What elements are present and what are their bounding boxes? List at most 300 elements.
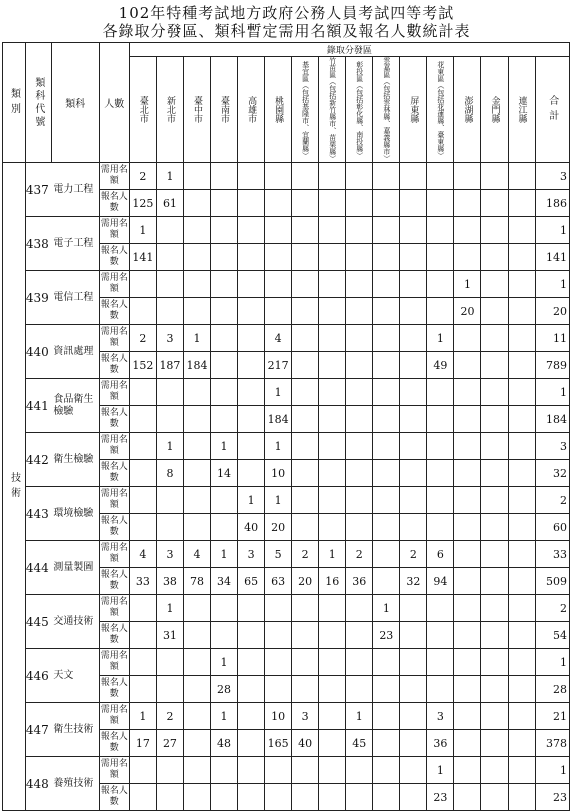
apply-cell — [183, 784, 210, 811]
need-cell — [319, 703, 346, 730]
need-cell: 1 — [156, 595, 183, 622]
apply-cell — [481, 730, 508, 757]
need-total: 1 — [535, 271, 569, 298]
table-row — [3, 649, 570, 676]
apply-cell — [373, 460, 400, 487]
apply-cell: 184 — [183, 352, 210, 379]
apply-cell — [400, 784, 427, 811]
need-cell: 5 — [265, 541, 292, 568]
apply-label: 報名人數 — [99, 190, 129, 217]
subject-code: 447 — [25, 703, 51, 757]
apply-cell: 165 — [265, 730, 292, 757]
subject-name: 天文 — [51, 649, 99, 703]
apply-cell — [454, 784, 481, 811]
need-total: 21 — [535, 703, 569, 730]
apply-cell — [156, 676, 183, 703]
need-cell — [373, 271, 400, 298]
apply-cell — [238, 622, 265, 649]
apply-cell — [400, 460, 427, 487]
need-cell — [211, 217, 238, 244]
need-cell — [346, 757, 373, 784]
apply-cell — [508, 514, 535, 541]
apply-cell: 10 — [265, 460, 292, 487]
apply-cell — [508, 676, 535, 703]
apply-cell — [156, 784, 183, 811]
header-region: 金門縣 — [481, 57, 508, 163]
apply-cell — [481, 190, 508, 217]
need-label: 需用名額 — [99, 703, 129, 730]
need-cell — [373, 757, 400, 784]
need-cell — [427, 433, 454, 460]
apply-cell — [508, 730, 535, 757]
header-total: 合計 — [535, 57, 569, 163]
apply-cell: 36 — [346, 568, 373, 595]
apply-cell — [508, 622, 535, 649]
need-cell — [346, 163, 373, 190]
table-row — [3, 757, 570, 784]
subject-code: 441 — [25, 379, 51, 433]
apply-cell — [373, 406, 400, 433]
apply-cell — [454, 460, 481, 487]
apply-cell — [292, 784, 319, 811]
need-total: 1 — [535, 757, 569, 784]
apply-cell — [319, 190, 346, 217]
need-cell — [400, 487, 427, 514]
need-cell: 1 — [211, 433, 238, 460]
need-cell — [427, 487, 454, 514]
apply-cell: 45 — [346, 730, 373, 757]
apply-cell — [319, 730, 346, 757]
need-total: 1 — [535, 379, 569, 406]
apply-total: 186 — [535, 190, 569, 217]
need-cell — [265, 163, 292, 190]
apply-cell — [454, 622, 481, 649]
need-cell — [373, 217, 400, 244]
need-cell: 2 — [156, 703, 183, 730]
apply-label: 報名人數 — [99, 676, 129, 703]
need-cell: 6 — [427, 541, 454, 568]
header-region: 花東區（包括花蓮縣、臺東縣） — [427, 57, 454, 163]
need-cell — [183, 217, 210, 244]
subject-name: 交通技術 — [51, 595, 99, 649]
apply-cell — [373, 514, 400, 541]
apply-cell — [156, 298, 183, 325]
apply-cell — [156, 514, 183, 541]
apply-cell: 23 — [373, 622, 400, 649]
need-cell — [292, 379, 319, 406]
apply-cell — [265, 622, 292, 649]
need-cell: 1 — [427, 325, 454, 352]
need-total: 33 — [535, 541, 569, 568]
need-cell — [292, 649, 319, 676]
apply-cell: 38 — [156, 568, 183, 595]
apply-total: 23 — [535, 784, 569, 811]
header-subject: 類科 — [51, 43, 99, 163]
need-cell — [400, 271, 427, 298]
need-cell: 1 — [129, 217, 156, 244]
subject-code: 440 — [25, 325, 51, 379]
need-cell — [319, 217, 346, 244]
apply-cell — [481, 622, 508, 649]
need-cell — [129, 595, 156, 622]
apply-cell — [346, 352, 373, 379]
apply-cell — [292, 622, 319, 649]
apply-cell — [400, 730, 427, 757]
apply-cell — [400, 298, 427, 325]
apply-cell: 16 — [319, 568, 346, 595]
apply-cell — [508, 244, 535, 271]
need-cell — [481, 325, 508, 352]
need-cell — [211, 379, 238, 406]
need-cell: 2 — [129, 325, 156, 352]
table-row — [3, 487, 570, 514]
need-cell — [129, 271, 156, 298]
apply-cell — [319, 352, 346, 379]
category-cell: 技術 — [3, 163, 26, 811]
need-cell — [481, 163, 508, 190]
header-region: 澎湖縣 — [454, 57, 481, 163]
table-row — [3, 217, 570, 244]
apply-cell — [373, 730, 400, 757]
need-cell — [292, 163, 319, 190]
apply-total: 32 — [535, 460, 569, 487]
apply-cell — [481, 298, 508, 325]
apply-cell — [292, 406, 319, 433]
apply-cell — [129, 784, 156, 811]
need-cell — [481, 217, 508, 244]
apply-cell: 94 — [427, 568, 454, 595]
need-cell — [454, 649, 481, 676]
apply-cell — [183, 676, 210, 703]
apply-cell — [346, 406, 373, 433]
need-cell: 1 — [454, 271, 481, 298]
need-cell — [265, 757, 292, 784]
need-cell — [319, 487, 346, 514]
apply-total: 54 — [535, 622, 569, 649]
subject-name: 衛生檢驗 — [51, 433, 99, 487]
need-cell — [292, 757, 319, 784]
apply-cell: 63 — [265, 568, 292, 595]
need-cell: 1 — [129, 703, 156, 730]
apply-cell — [183, 244, 210, 271]
apply-cell — [373, 568, 400, 595]
apply-cell — [427, 406, 454, 433]
page-title-line1: 102年特種考試地方政府公務人員考試四等考試 — [118, 4, 455, 22]
apply-cell: 31 — [156, 622, 183, 649]
need-cell — [156, 487, 183, 514]
need-cell — [508, 703, 535, 730]
need-cell — [183, 649, 210, 676]
apply-cell — [238, 784, 265, 811]
need-label: 需用名額 — [99, 595, 129, 622]
need-cell — [346, 217, 373, 244]
need-cell — [508, 325, 535, 352]
apply-cell — [238, 406, 265, 433]
need-cell — [156, 757, 183, 784]
apply-cell — [454, 676, 481, 703]
apply-cell — [129, 622, 156, 649]
need-cell: 1 — [211, 649, 238, 676]
apply-cell — [454, 244, 481, 271]
need-cell — [346, 487, 373, 514]
need-label: 需用名額 — [99, 271, 129, 298]
apply-cell — [400, 406, 427, 433]
apply-cell — [265, 676, 292, 703]
need-cell: 1 — [156, 163, 183, 190]
need-cell: 2 — [400, 541, 427, 568]
apply-cell — [400, 622, 427, 649]
header-region: 雲嘉區（包括雲林縣、嘉義縣市） — [373, 57, 400, 163]
need-cell — [454, 487, 481, 514]
need-cell — [373, 325, 400, 352]
need-cell: 1 — [211, 541, 238, 568]
need-cell: 2 — [129, 163, 156, 190]
subject-code: 448 — [25, 757, 51, 811]
apply-cell — [454, 514, 481, 541]
apply-cell — [400, 190, 427, 217]
apply-cell — [508, 352, 535, 379]
need-label: 需用名額 — [99, 487, 129, 514]
need-cell — [481, 271, 508, 298]
subject-name: 電力工程 — [51, 163, 99, 217]
need-cell — [156, 379, 183, 406]
apply-cell: 33 — [129, 568, 156, 595]
need-cell: 1 — [211, 703, 238, 730]
need-cell — [508, 217, 535, 244]
need-cell — [481, 595, 508, 622]
header-region: 臺北市 — [129, 57, 156, 163]
need-cell — [156, 649, 183, 676]
need-cell — [319, 595, 346, 622]
subject-code: 446 — [25, 649, 51, 703]
need-cell — [400, 649, 427, 676]
apply-cell — [373, 784, 400, 811]
need-cell — [346, 595, 373, 622]
header-region: 新北市 — [156, 57, 183, 163]
need-cell: 3 — [156, 325, 183, 352]
apply-cell — [454, 568, 481, 595]
subject-code: 439 — [25, 271, 51, 325]
need-cell: 2 — [346, 541, 373, 568]
need-cell — [238, 271, 265, 298]
apply-cell — [400, 676, 427, 703]
need-cell — [481, 649, 508, 676]
table-row — [3, 271, 570, 298]
need-cell — [454, 433, 481, 460]
apply-cell — [238, 244, 265, 271]
need-cell — [400, 379, 427, 406]
apply-cell — [183, 298, 210, 325]
apply-cell — [129, 298, 156, 325]
need-cell: 4 — [129, 541, 156, 568]
need-cell — [238, 379, 265, 406]
header-region: 臺中市 — [183, 57, 210, 163]
apply-cell — [265, 190, 292, 217]
need-cell — [508, 379, 535, 406]
apply-cell — [481, 406, 508, 433]
need-cell: 1 — [265, 379, 292, 406]
apply-cell: 141 — [129, 244, 156, 271]
apply-cell — [346, 676, 373, 703]
apply-cell — [373, 352, 400, 379]
need-label: 需用名額 — [99, 541, 129, 568]
need-cell: 4 — [265, 325, 292, 352]
need-total: 3 — [535, 433, 569, 460]
subject-code: 437 — [25, 163, 51, 217]
apply-cell — [319, 244, 346, 271]
need-cell — [265, 595, 292, 622]
apply-cell — [183, 622, 210, 649]
apply-cell — [183, 730, 210, 757]
apply-label: 報名人數 — [99, 568, 129, 595]
apply-cell — [319, 460, 346, 487]
header-region: 基宜區（包括基隆市、宜蘭縣） — [292, 57, 319, 163]
need-cell — [211, 757, 238, 784]
apply-cell — [454, 730, 481, 757]
subject-code: 443 — [25, 487, 51, 541]
need-cell: 1 — [265, 433, 292, 460]
apply-cell — [129, 514, 156, 541]
need-cell — [346, 271, 373, 298]
apply-cell — [481, 514, 508, 541]
need-cell — [454, 379, 481, 406]
apply-cell — [481, 568, 508, 595]
apply-cell: 14 — [211, 460, 238, 487]
need-cell — [238, 649, 265, 676]
apply-cell — [427, 460, 454, 487]
apply-cell — [211, 784, 238, 811]
need-cell — [319, 325, 346, 352]
need-cell — [454, 595, 481, 622]
need-cell: 1 — [238, 487, 265, 514]
apply-cell — [319, 676, 346, 703]
apply-cell — [238, 352, 265, 379]
need-cell — [292, 433, 319, 460]
apply-cell — [373, 676, 400, 703]
subject-name: 環境檢驗 — [51, 487, 99, 541]
need-cell — [238, 163, 265, 190]
apply-cell — [183, 190, 210, 217]
apply-cell: 17 — [129, 730, 156, 757]
apply-cell — [211, 406, 238, 433]
need-total: 1 — [535, 217, 569, 244]
statistics-table — [2, 42, 570, 811]
apply-label: 報名人數 — [99, 784, 129, 811]
apply-cell — [319, 514, 346, 541]
need-cell — [129, 757, 156, 784]
need-cell — [238, 217, 265, 244]
need-cell: 2 — [292, 541, 319, 568]
need-cell — [129, 379, 156, 406]
need-cell — [265, 271, 292, 298]
need-cell — [508, 271, 535, 298]
apply-cell — [211, 244, 238, 271]
apply-cell — [129, 460, 156, 487]
need-cell — [508, 595, 535, 622]
need-cell: 3 — [156, 541, 183, 568]
apply-cell — [265, 298, 292, 325]
apply-cell — [346, 514, 373, 541]
apply-cell — [319, 784, 346, 811]
table-row — [3, 595, 570, 622]
need-cell — [211, 163, 238, 190]
need-cell — [373, 487, 400, 514]
apply-cell: 27 — [156, 730, 183, 757]
need-cell — [454, 163, 481, 190]
need-cell — [481, 541, 508, 568]
apply-cell — [346, 460, 373, 487]
header-region: 桃園縣 — [265, 57, 292, 163]
need-cell — [292, 487, 319, 514]
apply-cell — [400, 352, 427, 379]
need-cell — [373, 433, 400, 460]
need-cell — [265, 217, 292, 244]
need-cell — [373, 649, 400, 676]
table-row — [3, 325, 570, 352]
need-cell — [129, 487, 156, 514]
need-cell — [508, 163, 535, 190]
need-cell — [481, 433, 508, 460]
apply-cell: 8 — [156, 460, 183, 487]
need-cell — [346, 379, 373, 406]
apply-cell — [292, 244, 319, 271]
need-cell — [238, 433, 265, 460]
apply-cell — [292, 298, 319, 325]
apply-cell: 78 — [183, 568, 210, 595]
need-cell — [481, 379, 508, 406]
need-cell: 1 — [183, 325, 210, 352]
need-label: 需用名額 — [99, 757, 129, 784]
apply-label: 報名人數 — [99, 298, 129, 325]
apply-cell — [211, 298, 238, 325]
apply-cell — [481, 352, 508, 379]
apply-cell — [346, 298, 373, 325]
need-cell — [400, 703, 427, 730]
need-cell — [427, 379, 454, 406]
header-region: 連江縣 — [508, 57, 535, 163]
need-cell — [156, 217, 183, 244]
apply-cell — [346, 244, 373, 271]
apply-cell — [346, 784, 373, 811]
need-cell — [211, 595, 238, 622]
apply-cell: 34 — [211, 568, 238, 595]
need-cell — [373, 703, 400, 730]
apply-cell — [292, 676, 319, 703]
apply-cell — [400, 514, 427, 541]
apply-cell — [508, 460, 535, 487]
apply-cell — [373, 244, 400, 271]
apply-cell — [427, 298, 454, 325]
need-cell — [400, 595, 427, 622]
apply-label: 報名人數 — [99, 622, 129, 649]
need-cell — [238, 757, 265, 784]
need-cell — [238, 595, 265, 622]
apply-cell — [211, 622, 238, 649]
need-cell: 3 — [238, 541, 265, 568]
need-cell — [183, 433, 210, 460]
apply-cell — [292, 460, 319, 487]
apply-cell — [508, 406, 535, 433]
need-cell — [183, 271, 210, 298]
header-region: 臺南市 — [211, 57, 238, 163]
table-row — [3, 163, 570, 190]
need-cell: 1 — [373, 595, 400, 622]
apply-cell: 48 — [211, 730, 238, 757]
header-code: 類科代號 — [25, 43, 51, 163]
apply-cell: 187 — [156, 352, 183, 379]
apply-cell: 40 — [238, 514, 265, 541]
need-total: 2 — [535, 595, 569, 622]
